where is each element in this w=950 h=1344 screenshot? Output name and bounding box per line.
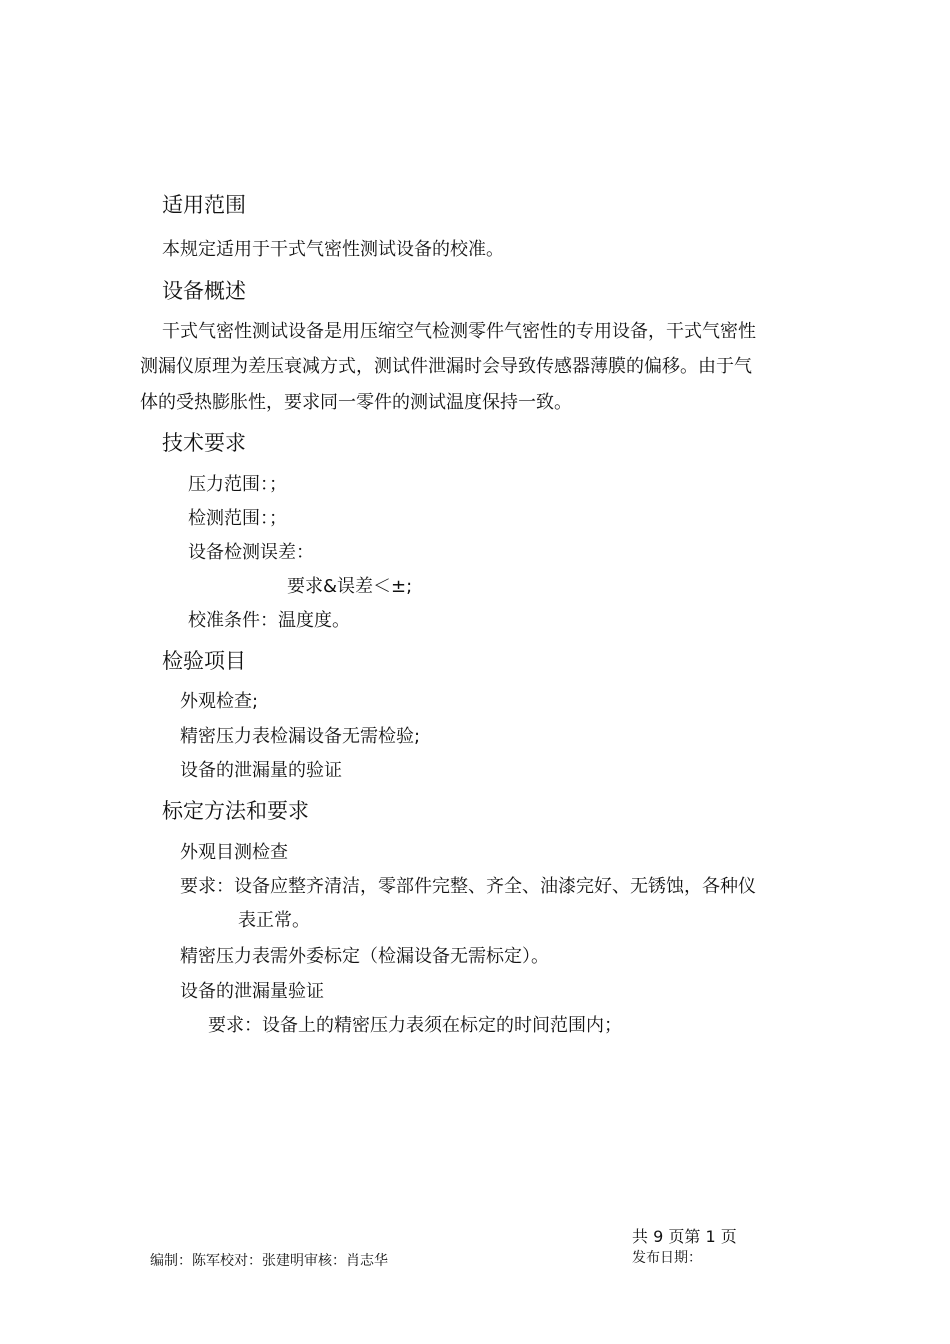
footer-page-count: 共 9 页第 1 页 xyxy=(632,1227,737,1246)
heading-scope: 适用范围 xyxy=(162,193,246,217)
method-leak: 设备的泄漏量验证 xyxy=(180,981,324,1002)
tech-detect-error: 设备检测误差： xyxy=(188,542,314,563)
method-visual: 外观目测检查 xyxy=(180,842,288,863)
overview-line-1: 干式气密性测试设备是用压缩空气检测零件气密性的专用设备，干式气密性 xyxy=(162,321,756,342)
overview-line-3: 体的受热膨胀性，要求同一零件的测试温度保持一致。 xyxy=(140,392,572,413)
tech-calibration-condition: 校准条件：温度度。 xyxy=(188,610,350,631)
tech-detect-range: 检测范围：； xyxy=(188,508,287,529)
item-leak-verify: 设备的泄漏量的验证 xyxy=(180,760,342,781)
heading-method: 标定方法和要求 xyxy=(162,799,309,823)
tech-error-requirement: 要求&误差＜±; xyxy=(287,576,413,597)
footer-signatures: 编制：陈军校对：张建明审核：肖志华 xyxy=(150,1253,388,1269)
overview-line-2: 测漏仪原理为差压衰减方式，测试件泄漏时会导致传感器薄膜的偏移。由于气 xyxy=(140,356,752,377)
footer-release-date: 发布日期： xyxy=(632,1250,702,1266)
method-leak-req: 要求：设备上的精密压力表须在标定的时间范围内； xyxy=(208,1015,622,1036)
method-visual-req-line-1: 要求：设备应整齐清洁，零部件完整、齐全、油漆完好、无锈蚀，各种仪 xyxy=(180,876,756,897)
scope-text: 本规定适用于干式气密性测试设备的校准。 xyxy=(162,239,504,260)
method-visual-req-line-2: 表正常。 xyxy=(238,910,310,931)
item-visual-check: 外观检查; xyxy=(180,691,259,712)
item-gauge-check: 精密压力表检漏设备无需检验; xyxy=(180,726,421,747)
heading-tech: 技术要求 xyxy=(162,431,246,455)
heading-items: 检验项目 xyxy=(162,649,246,673)
tech-pressure-range: 压力范围：； xyxy=(188,474,287,495)
heading-overview: 设备概述 xyxy=(162,279,246,303)
method-gauge: 精密压力表需外委标定（检漏设备无需标定）。 xyxy=(180,946,549,967)
